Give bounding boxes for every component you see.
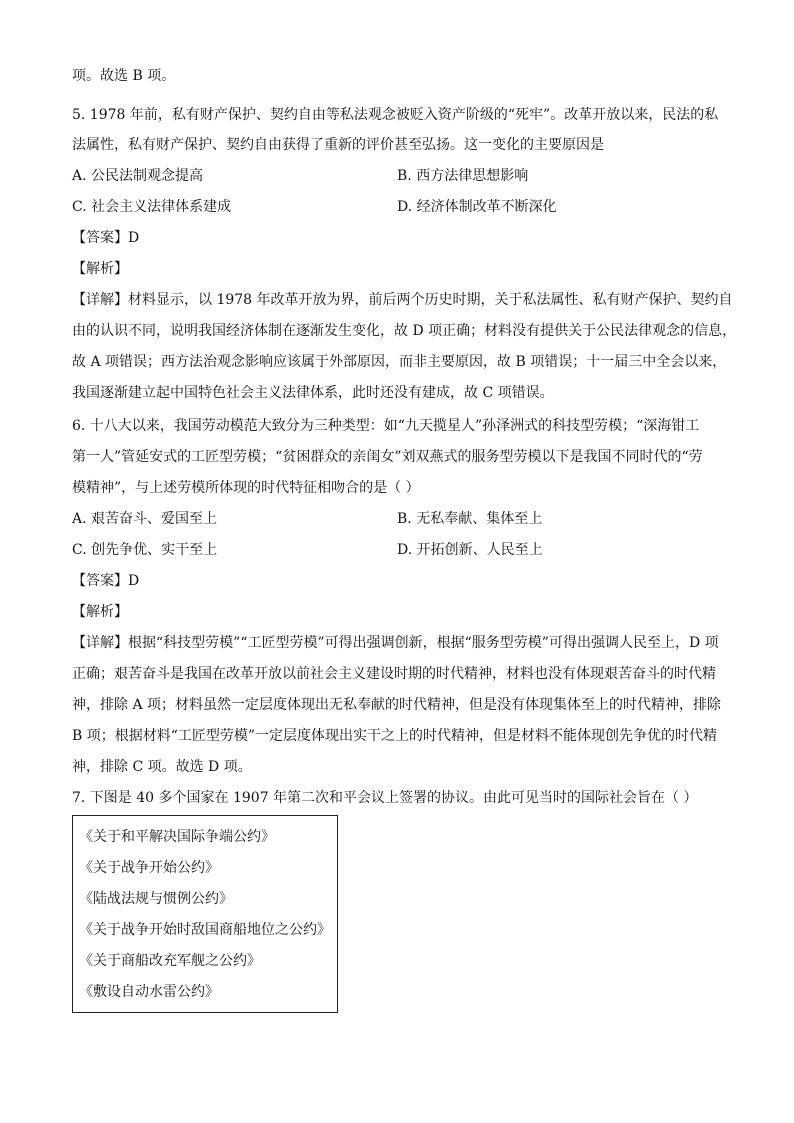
q5-analysis-heading: 【解析】 — [72, 261, 128, 277]
q5-option-b: B. 西方法律思想影响 — [397, 168, 529, 184]
treaty-item: 《关于和平解决国际争端公约》 — [79, 829, 275, 845]
q6-explain-3: 神，排除 A 项；材料虽然一定层度体现出无私奉献的时代精神，但是没有体现集体至上的时代精神，排除 — [72, 697, 722, 713]
q6-explain-2: 正确；艰苦奋斗是我国在改革开放以前社会主义建设时期的时代精神，材料也没有体现艰苦奋斗的时代精 — [72, 666, 716, 682]
q5-option-d: D. 经济体制改革不断深化 — [397, 199, 557, 215]
q6-option-a: A. 艰苦奋斗、爱国至上 — [72, 511, 218, 527]
q6-answer: 【答案】D — [72, 573, 140, 589]
q6-explain-4: B 项；根据材料“工匠型劳模”一定层度体现出实干之上的时代精神，但是材料不能体现创先争优的时代精 — [72, 728, 718, 744]
q6-explain-1: 【详解】根据“科技型劳模”“工匠型劳模”可得出强调创新，根据“服务型劳模”可得出强调人民至上，D 项 — [72, 635, 719, 651]
q6-option-d: D. 开拓创新、人民至上 — [397, 542, 543, 558]
treaty-item: 《关于战争开始公约》 — [79, 860, 219, 876]
q5-explain-3: 故 A 项错误；西方法治观念影响应该属于外部原因，而非主要原因，故 B 项错误；十一届三中全会以来， — [72, 354, 727, 370]
q5-answer: 【答案】D — [72, 230, 140, 246]
q5-explain-2: 由的认识不同，说明我国经济体制在逐渐发生变化，故 D 项正确；材料没有提供关于公民法律观念的信息， — [72, 323, 737, 339]
treaty-item: 《关于商船改充军舰之公约》 — [79, 953, 261, 969]
treaty-item: 《陆战法规与惯例公约》 — [79, 891, 233, 907]
q6-stem-2: 第一人”管延安式的工匠型劳模；“贫困群众的亲闺女”刘双燕式的服务型劳模以下是我国不同时代的“劳 — [72, 449, 703, 465]
q6-option-c: C. 创先争优、实干至上 — [72, 542, 218, 558]
q6-stem-3: 模精神”，与上述劳模所体现的时代特征相吻合的是（ ） — [72, 480, 420, 496]
q6-option-b: B. 无私奉献、集体至上 — [397, 511, 543, 527]
q5-option-c: C. 社会主义法律体系建成 — [72, 199, 232, 215]
q5-option-a: A. 公民法制观念提高 — [72, 168, 204, 184]
treaty-item: 《敷设自动水雷公约》 — [79, 984, 219, 1000]
treaty-item: 《关于战争开始时敌国商船地位之公约》 — [79, 922, 331, 938]
q5-explain-1: 【详解】材料显示，以 1978 年改革开放为界，前后两个历史时期，关于私法属性、私有财产保护、契约自 — [72, 292, 733, 308]
q6-analysis-heading: 【解析】 — [72, 604, 128, 620]
q6-explain-5: 神，排除 C 项。故选 D 项。 — [72, 759, 252, 775]
line-prev-end: 项。故选 B 项。 — [72, 68, 176, 84]
q5-stem-1: 5. 1978 年前，私有财产保护、契约自由等私法观念被贬入资产阶级的“死牢”。改革开放以来，民法的私 — [72, 107, 719, 123]
q5-explain-4: 我国逐渐建立起中国特色社会主义法律体系，此时还没有建成，故 C 项错误。 — [72, 385, 554, 401]
q5-stem-2: 法属性，私有财产保护、契约自由获得了重新的评价甚至弘扬。这一变化的主要原因是 — [72, 137, 604, 153]
treaty-list-box — [72, 815, 338, 1013]
q7-stem-1: 7. 下图是 40 多个国家在 1907 年第二次和平会议上签署的协议。由此可见当时的国际社会旨在（ ） — [72, 790, 698, 806]
q6-stem-1: 6. 十八大以来，我国劳动模范大致分为三种类型：如“九天揽星人”孙泽洲式的科技型劳模；“深海钳工 — [72, 418, 700, 434]
